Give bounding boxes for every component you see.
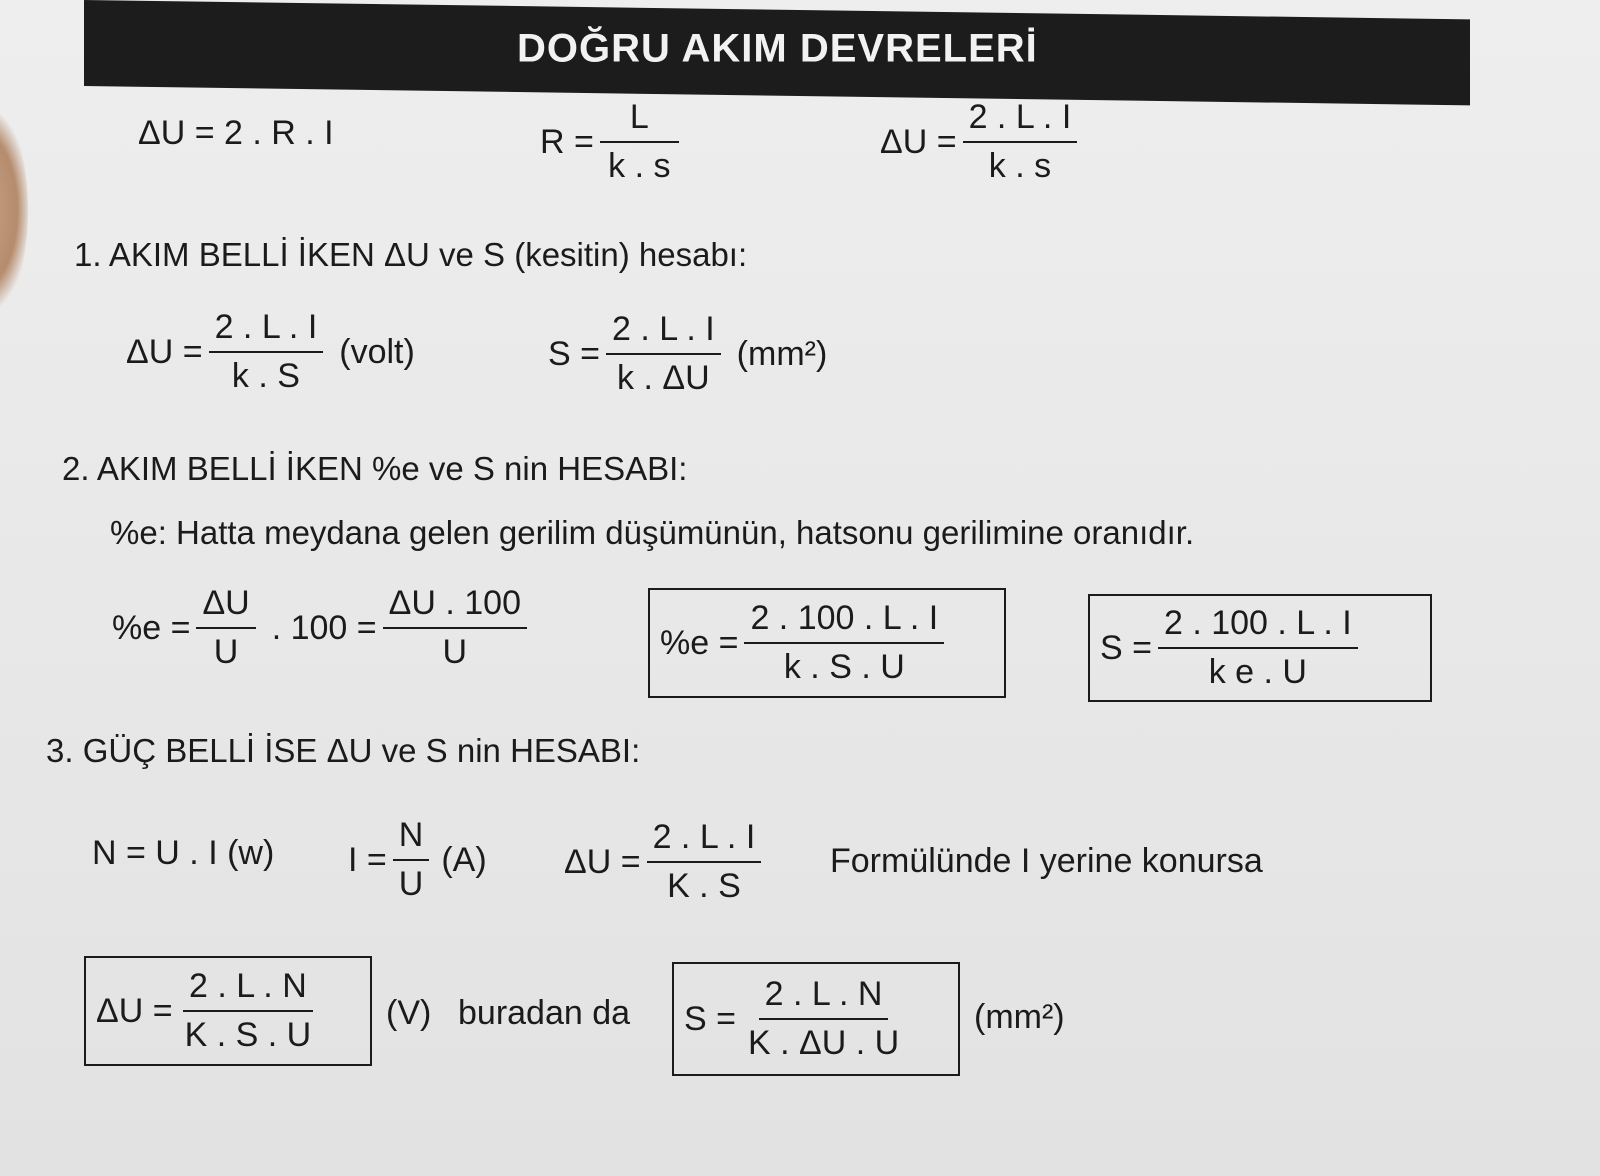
section-1-heading: 1. AKIM BELLİ İKEN ΔU ve S (kesitin) hesabı: — [74, 236, 748, 273]
formula-lhs: I = — [348, 840, 387, 879]
formula-lhs: ΔU = — [126, 332, 203, 371]
fraction — [742, 975, 905, 1063]
numerator: 2 . L . N — [183, 967, 313, 1012]
substitution-note: Formülünde I yerine konursa — [830, 842, 1263, 880]
formula-lhs: S = — [548, 334, 600, 373]
fraction — [1158, 604, 1358, 692]
fraction — [963, 98, 1078, 186]
denominator: k . s — [608, 147, 671, 185]
unit-label: (A) — [441, 840, 487, 879]
connector-text: buradan da — [458, 994, 631, 1032]
numerator: 2 . L . I — [647, 818, 762, 863]
boxed-formula-delta-u-power — [84, 956, 372, 1066]
denominator: k . ΔU — [617, 359, 710, 397]
denominator: k . S — [231, 357, 300, 395]
denominator: U — [398, 865, 424, 903]
numerator: L — [600, 98, 679, 143]
numerator: 2 . L . I — [606, 310, 721, 355]
numerator: 2 . L . N — [759, 975, 889, 1020]
title-banner — [84, 0, 1470, 105]
formula-delta-u-length — [880, 98, 1083, 186]
numerator: N — [393, 816, 430, 861]
denominator: k . s — [988, 147, 1052, 185]
formula-delta-u-current — [564, 818, 767, 906]
fraction — [209, 308, 324, 396]
numerator: 2 . 100 . L . I — [1158, 604, 1358, 649]
denominator: K . ΔU . U — [747, 1024, 900, 1062]
formula-middle: . 100 = — [271, 608, 377, 647]
unit-label: (mm²) — [736, 334, 828, 373]
fraction — [179, 967, 318, 1055]
fraction — [383, 584, 527, 672]
formula-lhs: %e = — [660, 623, 739, 662]
percent-e-definition: %e: Hatta meydana gelen gerilim düşümünün, hatsonu gerilimine oranıdır. — [110, 514, 1195, 551]
formula-lhs: ΔU = — [564, 842, 641, 881]
formula-resistance — [540, 98, 685, 186]
boxed-formula-section-power — [672, 962, 960, 1076]
page-title: DOĞRU AKIM DEVRELERİ — [516, 26, 1038, 71]
denominator: U — [442, 633, 468, 671]
formula-section-mm2 — [548, 310, 827, 398]
formula-current — [348, 816, 487, 904]
fraction — [600, 98, 679, 186]
section-2-heading: 2. AKIM BELLİ İKEN %e ve S nin HESABI: — [62, 450, 688, 487]
thumb-shadow — [0, 110, 28, 310]
denominator: K . S — [667, 867, 741, 905]
fraction — [647, 818, 762, 906]
formula-lhs: S = — [684, 999, 736, 1038]
unit-label: (volt) — [339, 332, 415, 371]
section-3-heading: 3. GÜÇ BELLİ İSE ΔU ve S nin HESABI: — [46, 732, 641, 769]
denominator: U — [213, 633, 239, 671]
fraction — [744, 599, 944, 687]
fraction — [196, 584, 255, 672]
numerator: 2 . L . I — [963, 98, 1078, 143]
denominator: K . S . U — [184, 1016, 312, 1054]
numerator: 2 . L . I — [209, 308, 324, 353]
formula-power: N = U . I (w) — [92, 834, 275, 872]
denominator: k . S . U — [783, 648, 905, 686]
formula-delta-u-volt — [126, 308, 415, 396]
formula-lhs: S = — [1100, 628, 1152, 667]
numerator: ΔU — [196, 584, 255, 629]
unit-mm2-label: (mm²) — [974, 998, 1065, 1036]
boxed-formula-percent-e — [648, 588, 1006, 698]
formula-percent-e — [112, 584, 533, 672]
formula-delta-u-basic: ΔU = 2 . R . I — [138, 114, 334, 152]
fraction — [606, 310, 721, 398]
formula-lhs: ΔU = — [96, 991, 173, 1030]
numerator: ΔU . 100 — [383, 584, 527, 629]
formula-lhs: %e = — [112, 608, 191, 647]
fraction — [393, 816, 430, 904]
unit-volt-label: (V) — [386, 994, 432, 1032]
boxed-formula-section — [1088, 594, 1432, 702]
denominator: k e . U — [1208, 653, 1307, 691]
formula-lhs: R = — [540, 122, 594, 161]
numerator: 2 . 100 . L . I — [744, 599, 944, 644]
formula-lhs: ΔU = — [880, 122, 957, 161]
